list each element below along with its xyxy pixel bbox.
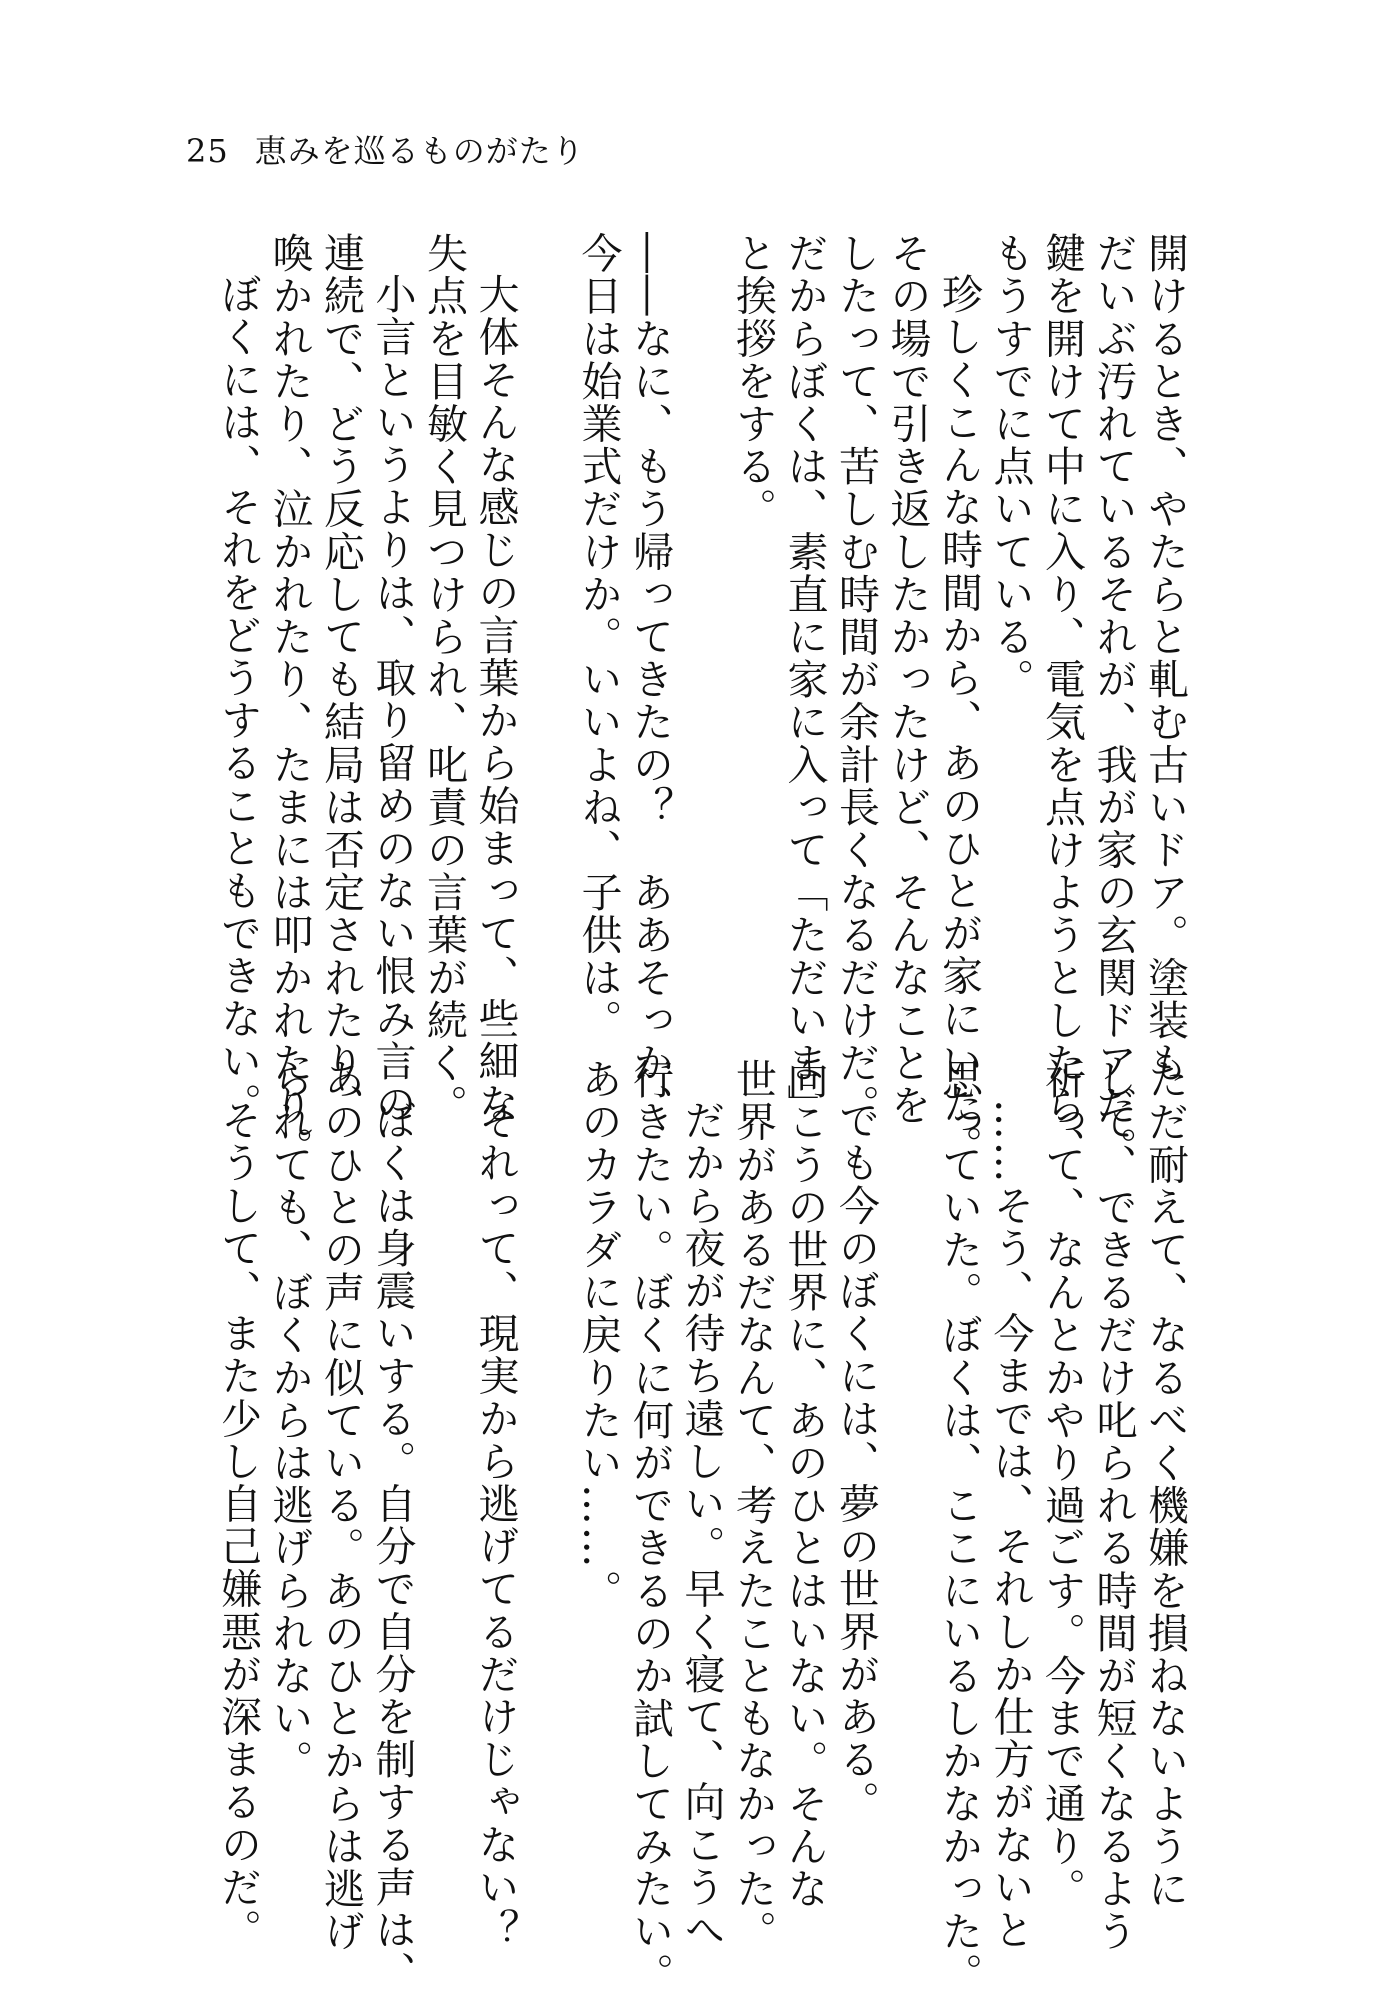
text-line: 喚かれたり、泣かれたり、たまには叩かれたり。: [265, 232, 314, 1170]
text-line: [521, 1058, 573, 1818]
text-line: その場で引き返したかったけど、そんなことを: [883, 232, 932, 1127]
text-line: [418, 1058, 470, 1818]
text-line: あのひとの声に似ている。あのひとからは逃げ: [317, 1058, 365, 1953]
text-line: られても、ぼくからは逃げられない。: [265, 1058, 314, 1783]
text-line: 大体そんな感じの言葉から始まって、些細な: [471, 273, 520, 1125]
text-line: ――なに、もう帰ってきたの？ ああそっか、: [626, 232, 674, 1127]
text-line: 向こうの世界に、あのひとはいない。そんな: [780, 1058, 829, 1910]
text-line: 今日は始業式だけか。いいよね、子供は。: [574, 232, 623, 1042]
text-line: だからぼくは、素直に家に入って「ただいま」: [780, 232, 829, 1127]
text-line: 失点を目敏く見つけられ、叱責の言葉が続く。: [420, 232, 468, 1127]
text-line: 小言というよりは、取り留めのない恨み言の: [368, 273, 417, 1125]
text-line: と挨拶をする。: [729, 232, 777, 531]
text-line: 珍しくこんな時間から、あのひとが家にいた。: [935, 273, 983, 1168]
text-line: 開けるとき、やたらと軋む古いドア。塗装も: [1141, 232, 1189, 1084]
text-line: もうすでに点いている。: [986, 232, 1035, 701]
text-line: 思っていた。ぼくは、ここにいるしかなかった。: [935, 1058, 983, 1995]
text-line: あのカラダに戻りたい……。: [574, 1058, 623, 1612]
page-number: 25: [186, 132, 229, 170]
running-header: [186, 126, 585, 172]
text-line: それって、現実から逃げてるだけじゃない？: [471, 1099, 520, 1951]
text-line: だいぶ汚れているそれが、我が家の玄関ドアだ。: [1089, 232, 1138, 1170]
book-title: 恵みを巡るものがたり: [254, 132, 585, 170]
text-line: したって、苦しむ時間が余計長くなるだけだ。: [832, 232, 880, 1127]
text-line: ぼくには、それをどうすることもできない。: [214, 273, 262, 1125]
text-block-top: [212, 232, 1191, 1170]
text-line: [521, 232, 573, 992]
text-line: 行きたい。ぼくに何ができるのか試してみたい。: [626, 1058, 674, 1995]
text-line: 連続で、どう反応しても結局は否定されたり、: [317, 232, 365, 1127]
text-line: 祈って、なんとかやり過ごす。今まで通り。: [1038, 1058, 1086, 1910]
text-line: ぼくは身震いする。自分で自分を制する声は、: [368, 1099, 417, 1994]
text-line: [881, 1058, 933, 1818]
text-line: ただ耐えて、なるべく機嫌を損ねないように: [1141, 1058, 1189, 1910]
text-line: 鍵を開けて中に入り、電気を点けようとしたら、: [1038, 232, 1086, 1170]
text-block-bottom: [212, 1058, 1191, 1995]
text-line: だから夜が待ち遠しい。早く寝て、向こうへ: [677, 1099, 726, 1951]
text-line: でも今のぼくには、夢の世界がある。: [832, 1099, 880, 1824]
text-line: ……そう、今までは、それしか仕方がないと: [986, 1099, 1035, 1951]
text-line: [675, 232, 727, 992]
text-line: 世界があるだなんて、考えたこともなかった。: [729, 1058, 777, 1953]
text-line: して、できるだけ叱られる時間が短くなるよう: [1089, 1058, 1138, 1953]
text-line: そうして、また少し自己嫌悪が深まるのだ。: [214, 1099, 262, 1951]
